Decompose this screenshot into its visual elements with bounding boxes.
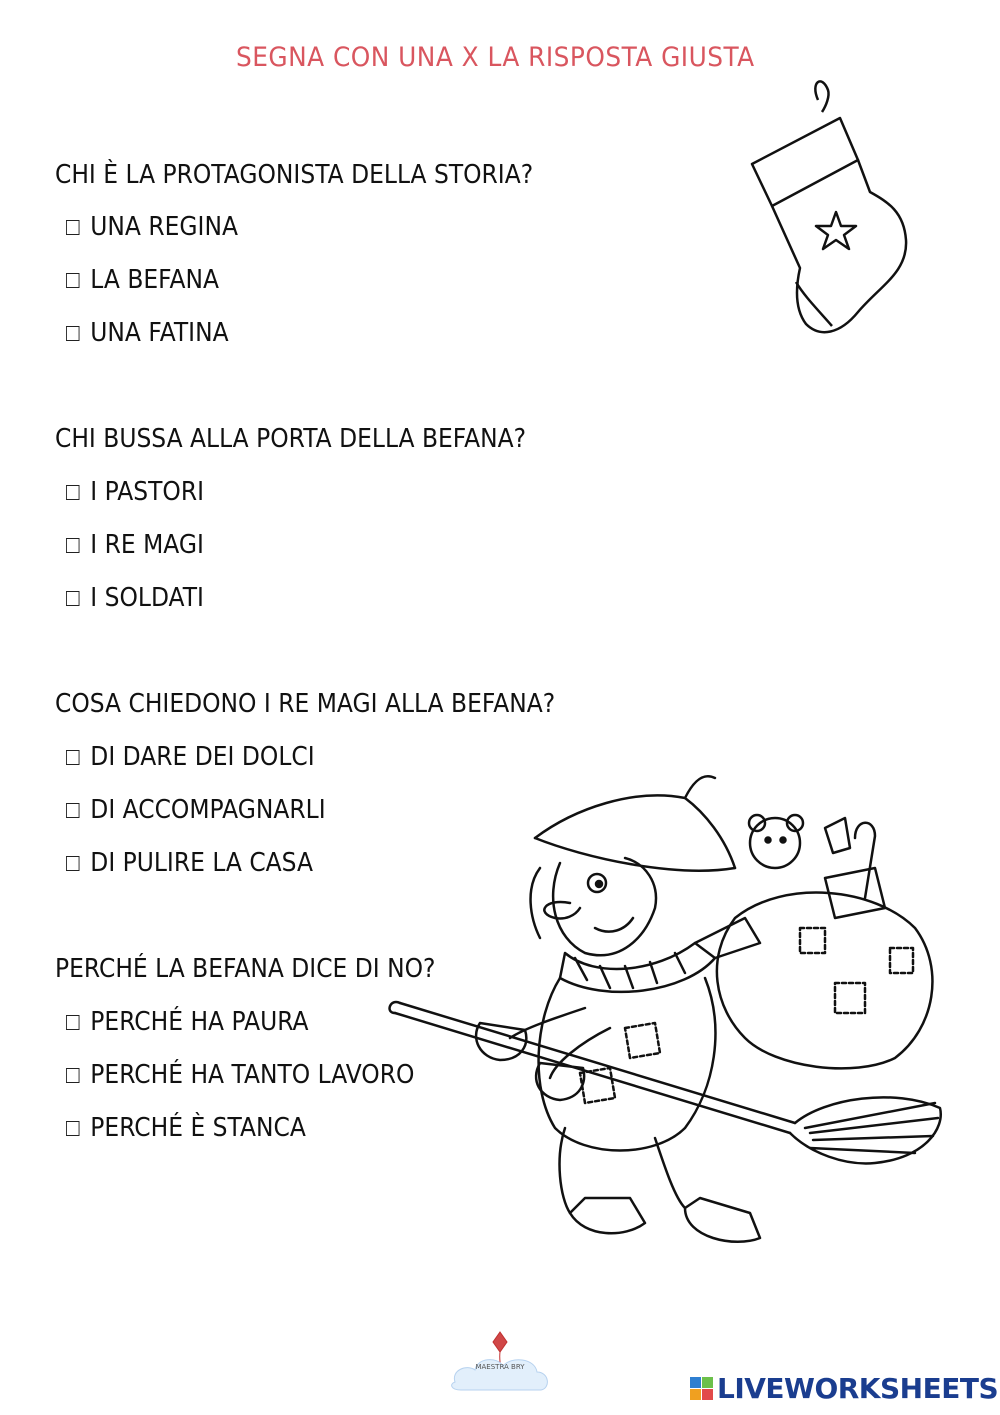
checkbox[interactable] — [66, 538, 80, 553]
liveworksheets-brand[interactable] — [690, 1372, 998, 1405]
checkbox[interactable] — [66, 1068, 80, 1083]
answer-option[interactable] — [66, 318, 229, 348]
answer-option[interactable] — [66, 848, 313, 878]
befana-illustration — [355, 768, 950, 1258]
checkbox[interactable] — [66, 803, 80, 818]
option-label: PERCHÉ È STANCA — [90, 1113, 306, 1143]
stocking-icon — [740, 72, 915, 342]
checkbox[interactable] — [66, 1121, 80, 1136]
answer-option[interactable] — [66, 530, 204, 560]
answer-option[interactable] — [66, 795, 326, 825]
option-label: PERCHÉ HA PAURA — [90, 1007, 309, 1037]
option-label: PERCHÉ HA TANTO LAVORO — [90, 1060, 415, 1090]
answer-option[interactable] — [66, 1007, 309, 1037]
answer-option[interactable] — [66, 265, 219, 295]
question-4: PERCHÉ LA BEFANA DICE DI NO? — [55, 954, 436, 984]
liveworksheets-logo-icon — [690, 1377, 713, 1400]
checkbox[interactable] — [66, 326, 80, 341]
checkbox[interactable] — [66, 856, 80, 871]
checkbox[interactable] — [66, 1015, 80, 1030]
question-1: CHI È LA PROTAGONISTA DELLA STORIA? — [55, 160, 534, 190]
option-label: UNA FATINA — [90, 318, 229, 348]
checkbox[interactable] — [66, 750, 80, 765]
worksheet-title: SEGNA CON UNA X LA RISPOSTA GIUSTA — [236, 42, 755, 73]
option-label: I PASTORI — [90, 477, 204, 507]
question-3: COSA CHIEDONO I RE MAGI ALLA BEFANA? — [55, 689, 556, 719]
liveworksheets-label: LIVEWORKSHEETS — [717, 1372, 999, 1405]
checkbox[interactable] — [66, 591, 80, 606]
option-label: UNA REGINA — [90, 212, 238, 242]
checkbox[interactable] — [66, 485, 80, 500]
question-2: CHI BUSSA ALLA PORTA DELLA BEFANA? — [55, 424, 527, 454]
option-label: LA BEFANA — [90, 265, 219, 295]
answer-option[interactable] — [66, 1113, 306, 1143]
answer-option[interactable] — [66, 742, 315, 772]
option-label: DI DARE DEI DOLCI — [90, 742, 315, 772]
option-label: I SOLDATI — [90, 583, 204, 613]
answer-option[interactable] — [66, 212, 238, 242]
checkbox[interactable] — [66, 220, 80, 235]
option-label: DI PULIRE LA CASA — [90, 848, 313, 878]
option-label: I RE MAGI — [90, 530, 204, 560]
option-label: DI ACCOMPAGNARLI — [90, 795, 326, 825]
checkbox[interactable] — [66, 273, 80, 288]
answer-option[interactable] — [66, 583, 204, 613]
logo-text: MAESTRA BRY — [475, 1363, 525, 1371]
answer-option[interactable] — [66, 477, 204, 507]
